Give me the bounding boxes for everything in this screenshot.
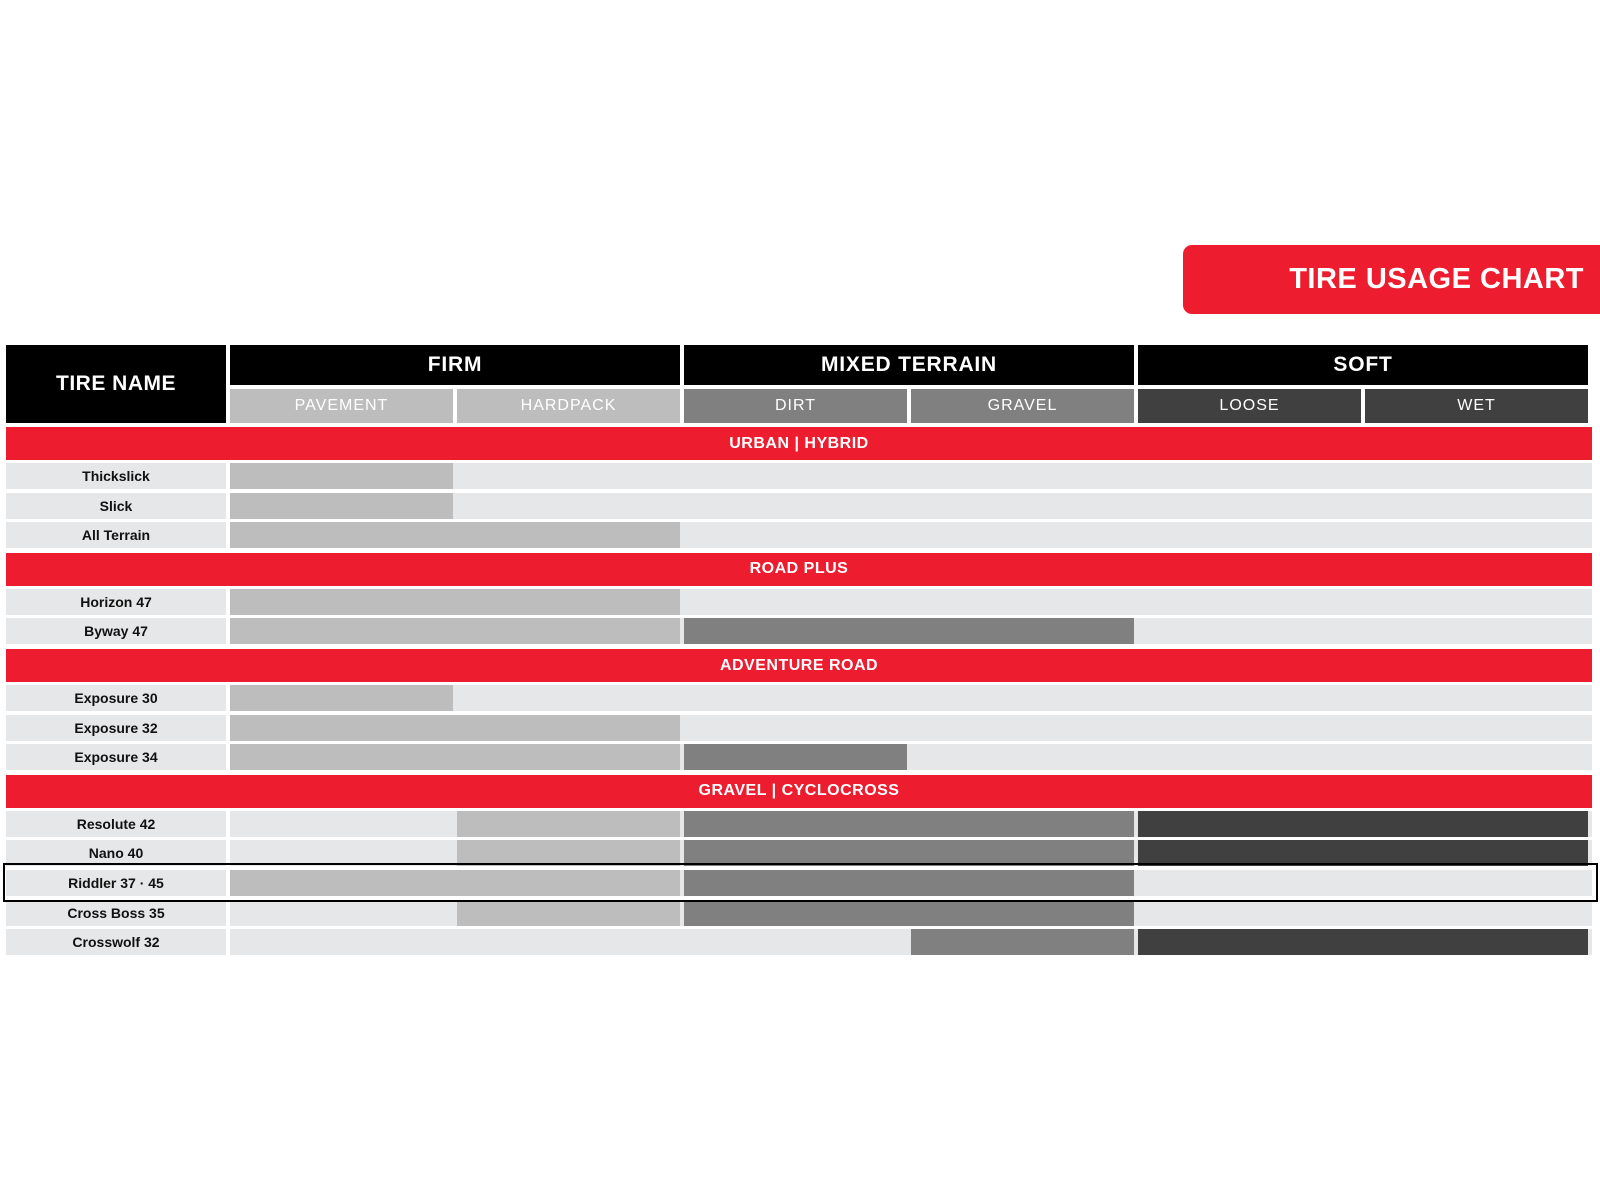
coverage-bar-pavement: [230, 618, 680, 644]
section-header: GRAVEL | CYCLOCROSS: [6, 775, 1592, 808]
tire-name: Slick: [6, 493, 226, 519]
coverage-bar-pavement: [230, 522, 680, 548]
tire-name: Resolute 42: [6, 811, 226, 837]
condition-header-hardpack: HARDPACK: [457, 389, 680, 423]
coverage-bar-pavement: [230, 589, 680, 615]
group-header-soft: SOFT: [1138, 345, 1588, 385]
tire-name: Horizon 47: [6, 589, 226, 615]
tire-name: Nano 40: [6, 840, 226, 866]
coverage-bar-pavement: [230, 870, 680, 896]
coverage-bar-hardpack: [457, 840, 680, 866]
tire-name-header: TIRE NAME: [6, 345, 226, 423]
coverage-bar-loose: [1138, 929, 1588, 955]
coverage-bar-pavement: [230, 463, 453, 489]
coverage-bar-loose: [1138, 840, 1588, 866]
section-header: ROAD PLUS: [6, 553, 1592, 586]
coverage-bar-dirt: [684, 840, 1134, 866]
coverage-bar-dirt: [684, 811, 1134, 837]
tire-name: Exposure 34: [6, 744, 226, 770]
coverage-bar-gravel: [911, 929, 1134, 955]
coverage-bar-pavement: [230, 715, 680, 741]
group-header-firm: FIRM: [230, 345, 680, 385]
coverage-bar-pavement: [230, 685, 453, 711]
tire-name: Cross Boss 35: [6, 900, 226, 926]
coverage-bar-loose: [1138, 811, 1588, 837]
coverage-bar-pavement: [230, 744, 680, 770]
tire-name: Thickslick: [6, 463, 226, 489]
tire-name: Riddler 37 · 45: [6, 870, 226, 896]
condition-header-wet: WET: [1365, 389, 1588, 423]
condition-header-loose: LOOSE: [1138, 389, 1361, 423]
condition-header-gravel: GRAVEL: [911, 389, 1134, 423]
tire-name: Exposure 32: [6, 715, 226, 741]
section-header: URBAN | HYBRID: [6, 427, 1592, 460]
tire-name: Crosswolf 32: [6, 929, 226, 955]
section-header: ADVENTURE ROAD: [6, 649, 1592, 682]
tire-name: Exposure 30: [6, 685, 226, 711]
condition-header-dirt: DIRT: [684, 389, 907, 423]
coverage-bar-dirt: [684, 870, 1134, 896]
coverage-bar-dirt: [684, 618, 1134, 644]
condition-header-pavement: PAVEMENT: [230, 389, 453, 423]
coverage-bar-dirt: [684, 744, 907, 770]
coverage-bar-hardpack: [457, 900, 680, 926]
group-header-mixed-terrain: MIXED TERRAIN: [684, 345, 1134, 385]
coverage-bar-dirt: [684, 900, 1134, 926]
tire-name: All Terrain: [6, 522, 226, 548]
coverage-bar-pavement: [230, 493, 453, 519]
chart-title: TIRE USAGE CHART: [1183, 245, 1600, 314]
tire-name: Byway 47: [6, 618, 226, 644]
coverage-bar-hardpack: [457, 811, 680, 837]
